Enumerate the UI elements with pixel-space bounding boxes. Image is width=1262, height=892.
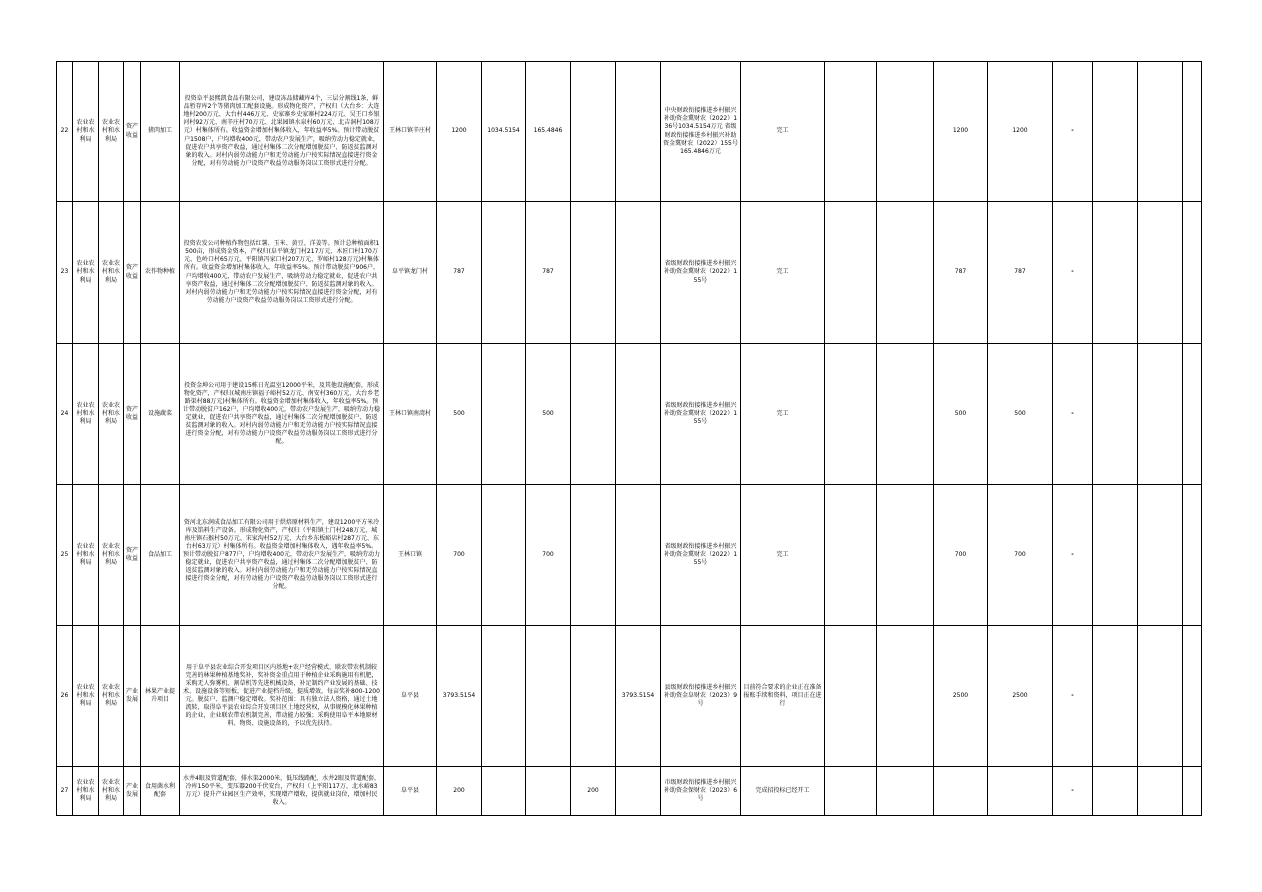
project-type-cell: 产业发展 bbox=[124, 767, 141, 816]
central-fund-cell: 1034.5154 bbox=[482, 62, 526, 202]
extra-cell-6 bbox=[1093, 62, 1138, 202]
department2-cell: 农业农村和水利局 bbox=[99, 626, 124, 767]
county-fund-cell bbox=[616, 767, 661, 816]
department-cell: 农业农村和水利局 bbox=[73, 62, 99, 202]
completed-amount-cell: 500 bbox=[934, 344, 988, 485]
project-type-cell: 资产收益 bbox=[124, 344, 141, 485]
extra-cell-1 bbox=[825, 485, 877, 626]
extra-cell-1 bbox=[825, 202, 877, 344]
disbursed-amount-cell: 500 bbox=[988, 344, 1053, 485]
fund-source-cell: 省级财政衔接推进乡村振兴补助资金冀财农（2022）155号 bbox=[661, 485, 741, 626]
row-number-cell: 23 bbox=[57, 202, 73, 344]
table-row bbox=[57, 62, 1202, 202]
table-row bbox=[57, 485, 1202, 626]
city-fund-cell bbox=[571, 344, 616, 485]
department-cell: 农业农村和水利局 bbox=[73, 767, 99, 816]
total-amount-cell: 787 bbox=[437, 202, 482, 344]
table-body bbox=[57, 62, 1202, 816]
extra-cell-7 bbox=[1138, 626, 1183, 767]
extra-cell-1 bbox=[825, 62, 877, 202]
city-fund-cell bbox=[571, 485, 616, 626]
extra-cell-8 bbox=[1183, 62, 1202, 202]
progress-status-cell: 完工 bbox=[741, 62, 825, 202]
project-name-cell: 食品加工 bbox=[141, 485, 180, 626]
city-fund-cell bbox=[571, 626, 616, 767]
progress-status-cell: 完工 bbox=[741, 485, 825, 626]
fund-source-cell: 市级财政衔接推进乡村振兴补助资金保财农（2023）6号 bbox=[661, 767, 741, 816]
project-name-cell: 设施蔬菜 bbox=[141, 344, 180, 485]
project-content-cell: 投资农发公司种植作物包括红薯、玉米、黄豆、洋姜等。预计总种植面积1500亩，形成资金资本，产权归(阜平镇龙门村217万元、木匠口村170万元、色岭口村65万元、平阳镇冯家口村207万元、罗峪村128万元)村集体所有。收益资金增加村集体收入，年收益率5%。预计带动脱贫户906户，户均增收400元，带动农户发展生产，吸纳劳动力稳定就业，促进农户共享资产收益，通过村集体二次分配增加脱贫户、防返贫监测对象的收入。对村内弱劳动能力户和无劳动能力户按实际情况直接进行资金分配，对有劳动能力户设资产收益劳动服务岗以工资形式进行分配。 bbox=[180, 202, 384, 344]
progress-status-cell: 完成招投标已经开工 bbox=[741, 767, 825, 816]
fund-source-cell: 县级财政衔接推进乡村振兴补助资金阜财农（2023）9号 bbox=[661, 626, 741, 767]
extra-cell-7 bbox=[1138, 344, 1183, 485]
dash-cell: - bbox=[1053, 344, 1093, 485]
location-cell: 王林口镇南湾村 bbox=[384, 344, 437, 485]
extra-cell-8 bbox=[1183, 344, 1202, 485]
completed-amount-cell: 787 bbox=[934, 202, 988, 344]
total-amount-cell: 700 bbox=[437, 485, 482, 626]
fund-source-cell: 中央财政衔接推进乡村振兴补助资金冀财农（2022）136号1034.5154万元 省级财政衔接推进乡村振兴补助资金冀财农（2022）155号165.4846万元 bbox=[661, 62, 741, 202]
central-fund-cell bbox=[482, 626, 526, 767]
location-cell: 王林口镇辛庄村 bbox=[384, 62, 437, 202]
project-content-cell: 资河北东润成食品加工有限公司用于烘焙原材料生产，建设1200平方米冷库及馅料生产设备。形成物化资产，产权归（平阳镇土门村248万元、城南庄镇石猴村50万元、宋家沟村52万元、大台乡东板峪店村287万元、东台村63万元）村集体所有。收益资金增加村集体收入，遇年收益率5%。预计带动脱贫户877户，户均增收400元，带动农户发展生产，吸纳劳动力稳定就业，促进农户共享资产收益，通过村集体二次分配增加脱贫户、防返贫监测对象的收入。对村内弱劳动能力户和无劳动能力户按实际情况直接进行资金分配，对有劳动能力户设资产收益劳动服务岗以工资形式进行分配。 bbox=[180, 485, 384, 626]
central-fund-cell bbox=[482, 767, 526, 816]
county-fund-cell: 3793.5154 bbox=[616, 626, 661, 767]
fund-source-cell: 省级财政衔接推进乡村振兴补助资金冀财农（2022）155号 bbox=[661, 202, 741, 344]
department2-cell: 农业农村和水利局 bbox=[99, 767, 124, 816]
extra-cell-1 bbox=[825, 626, 877, 767]
project-content-cell: 投资金坤公司用于建设15栋日光温室12000平米，及其他设施配套，形成物化资产，产权归(城南庄镇福子峪村52万元、南安村360万元、大台乡老路渠村88万元)村集体所有。收益资金增加村集体收入，年收益率5%。预计带动脱贫户162户，户均增收400元，带动农户发展生产，吸纳劳动力稳定就业，促进农户共享资产收益，通过村集体二次分配增加脱贫户、防返贫监测对象的收入。对村内弱劳动能力户和无劳动能力户按实际情况直接进行资金分配，对有劳动能力户设资产收益劳动服务岗以工资形式进行分配。 bbox=[180, 344, 384, 485]
extra-cell-2 bbox=[877, 62, 934, 202]
extra-cell-7 bbox=[1138, 62, 1183, 202]
completed-amount-cell bbox=[934, 767, 988, 816]
progress-status-cell: 目前符合要求的企业正在准备报账手续和资料，项目正在进行 bbox=[741, 626, 825, 767]
disbursed-amount-cell: 700 bbox=[988, 485, 1053, 626]
department2-cell: 农业农村和水利局 bbox=[99, 485, 124, 626]
table-row bbox=[57, 767, 1202, 816]
total-amount-cell: 500 bbox=[437, 344, 482, 485]
progress-status-cell: 完工 bbox=[741, 202, 825, 344]
extra-cell-2 bbox=[877, 767, 934, 816]
project-type-cell: 资产收益 bbox=[124, 485, 141, 626]
project-name-cell: 猪肉加工 bbox=[141, 62, 180, 202]
extra-cell-8 bbox=[1183, 202, 1202, 344]
project-content-cell: 用于阜平县农业综合开发项目区内基地+农户经营模式、联农带农机制较完善的林果种植基地奖补，奖补资金重点用于种植企业采购施用有机肥，采购无人弥雾机、割草机等先进机械设备，补足制约产业发展的基础、技术、设施设备等短板，促进产业提档升级，提质增效，每亩奖补800-1200元。脱贫户、监测户稳定增收。奖补范围：具有独立法人资格，通过土地流转，取得阜平县农业综合开发项目区土地经营权，从事规模化林果种植的企业，企业联农带农机制完善，带动能力较强；采购使用阜平本地原材料、物资、设施设备的，予以优先扶持。 bbox=[180, 626, 384, 767]
project-content-cell: 投资阜平县熙凯食品有限公司，建设冻品储藏库4个，三层分割线1条，鲜品暂存库2个等猪肉加工配套设施。形成物化资产，产权归（大台乡：大连地村200万元、大台村446万元、史家寨乡史家寨村224万元、吴王口乡银河村92万元、南辛庄村70万元、北果园镇水泉村60万元、北吉洞村108万元）村集体所有。收益资金增加村集体收入，年收益率5%。预计带动脱贫户1508户，户均增收400元，带动农户发展生产，吸纳劳动力稳定就业，促进农户共享资产收益，通过村集体二次分配增加脱贫户、防返贫监测对象的收入。对村内弱劳动能力户和无劳动能力户按实际情况直接进行资金分配，对有劳动能力户设资产收益劳动服务岗以工资形式进行分配。 bbox=[180, 62, 384, 202]
extra-cell-7 bbox=[1138, 485, 1183, 626]
county-fund-cell bbox=[616, 344, 661, 485]
extra-cell-1 bbox=[825, 344, 877, 485]
extra-cell-6 bbox=[1093, 767, 1138, 816]
department-cell: 农业农村和水利局 bbox=[73, 626, 99, 767]
total-amount-cell: 200 bbox=[437, 767, 482, 816]
extra-cell-7 bbox=[1138, 202, 1183, 344]
dash-cell: - bbox=[1053, 767, 1093, 816]
total-amount-cell: 1200 bbox=[437, 62, 482, 202]
row-number-cell: 27 bbox=[57, 767, 73, 816]
disbursed-amount-cell bbox=[988, 767, 1053, 816]
department-cell: 农业农村和水利局 bbox=[73, 202, 99, 344]
project-table bbox=[56, 61, 1202, 816]
table-row bbox=[57, 626, 1202, 767]
dash-cell: - bbox=[1053, 62, 1093, 202]
extra-cell-8 bbox=[1183, 485, 1202, 626]
project-type-cell: 产业发展 bbox=[124, 626, 141, 767]
department2-cell: 农业农村和水利局 bbox=[99, 344, 124, 485]
extra-cell-2 bbox=[877, 626, 934, 767]
total-amount-cell: 3793.5154 bbox=[437, 626, 482, 767]
department2-cell: 农业农村和水利局 bbox=[99, 202, 124, 344]
extra-cell-2 bbox=[877, 344, 934, 485]
project-type-cell: 资产收益 bbox=[124, 62, 141, 202]
dash-cell: - bbox=[1053, 626, 1093, 767]
extra-cell-2 bbox=[877, 202, 934, 344]
disbursed-amount-cell: 2500 bbox=[988, 626, 1053, 767]
extra-cell-2 bbox=[877, 485, 934, 626]
city-fund-cell: 200 bbox=[571, 767, 616, 816]
project-content-cell: 水井4眼及管道配套，排水渠2000米，低压线路配，水井2眼及管道配套，冷库150平米，变压器200千伏安台，产权归（上平阳117万、北水峪83万元）提升产业园区生产效率，实现增产增收，提供就业岗位，增加村民收入。 bbox=[180, 767, 384, 816]
department2-cell: 农业农村和水利局 bbox=[99, 62, 124, 202]
extra-cell-8 bbox=[1183, 767, 1202, 816]
extra-cell-6 bbox=[1093, 626, 1138, 767]
row-number-cell: 24 bbox=[57, 344, 73, 485]
extra-cell-6 bbox=[1093, 344, 1138, 485]
completed-amount-cell: 700 bbox=[934, 485, 988, 626]
extra-cell-7 bbox=[1138, 767, 1183, 816]
row-number-cell: 26 bbox=[57, 626, 73, 767]
project-name-cell: 农作物种植 bbox=[141, 202, 180, 344]
row-number-cell: 22 bbox=[57, 62, 73, 202]
completed-amount-cell: 1200 bbox=[934, 62, 988, 202]
county-fund-cell bbox=[616, 485, 661, 626]
central-fund-cell bbox=[482, 485, 526, 626]
department-cell: 农业农村和水利局 bbox=[73, 485, 99, 626]
project-name-cell: 食用菌水利配套 bbox=[141, 767, 180, 816]
provincial-fund-cell: 787 bbox=[526, 202, 571, 344]
central-fund-cell bbox=[482, 202, 526, 344]
city-fund-cell bbox=[571, 202, 616, 344]
extra-cell-8 bbox=[1183, 626, 1202, 767]
fund-source-cell: 省级财政衔接推进乡村振兴补助资金冀财农（2022）155号 bbox=[661, 344, 741, 485]
provincial-fund-cell bbox=[526, 626, 571, 767]
row-number-cell: 25 bbox=[57, 485, 73, 626]
disbursed-amount-cell: 1200 bbox=[988, 62, 1053, 202]
county-fund-cell bbox=[616, 62, 661, 202]
dash-cell: - bbox=[1053, 485, 1093, 626]
county-fund-cell bbox=[616, 202, 661, 344]
location-cell: 阜平镇龙门村 bbox=[384, 202, 437, 344]
dash-cell: - bbox=[1053, 202, 1093, 344]
table-row bbox=[57, 344, 1202, 485]
provincial-fund-cell: 165.4846 bbox=[526, 62, 571, 202]
progress-status-cell: 完工 bbox=[741, 344, 825, 485]
extra-cell-6 bbox=[1093, 202, 1138, 344]
department-cell: 农业农村和水利局 bbox=[73, 344, 99, 485]
disbursed-amount-cell: 787 bbox=[988, 202, 1053, 344]
extra-cell-6 bbox=[1093, 485, 1138, 626]
completed-amount-cell: 2500 bbox=[934, 626, 988, 767]
project-type-cell: 资产收益 bbox=[124, 202, 141, 344]
extra-cell-1 bbox=[825, 767, 877, 816]
provincial-fund-cell: 500 bbox=[526, 344, 571, 485]
table-row bbox=[57, 202, 1202, 344]
location-cell: 阜平县 bbox=[384, 767, 437, 816]
location-cell: 阜平县 bbox=[384, 626, 437, 767]
city-fund-cell bbox=[571, 62, 616, 202]
project-name-cell: 林果产业提升项目 bbox=[141, 626, 180, 767]
location-cell: 王林口镇 bbox=[384, 485, 437, 626]
provincial-fund-cell: 700 bbox=[526, 485, 571, 626]
central-fund-cell bbox=[482, 344, 526, 485]
provincial-fund-cell bbox=[526, 767, 571, 816]
